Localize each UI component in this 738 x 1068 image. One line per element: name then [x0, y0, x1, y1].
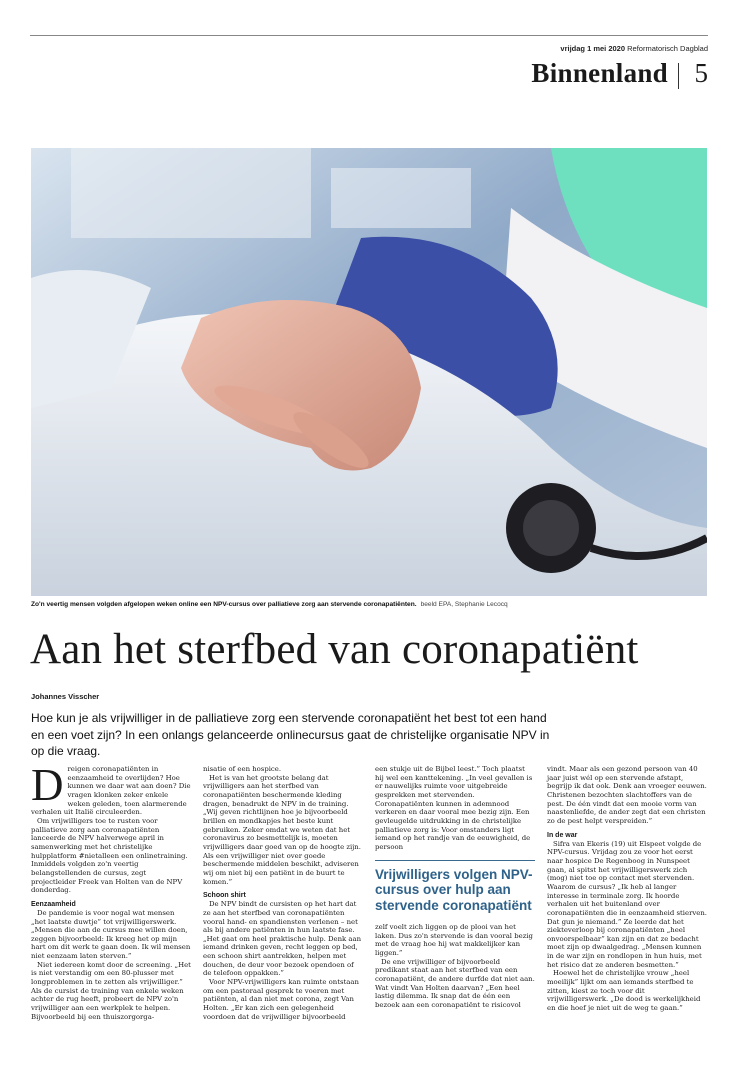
section-title: Binnenland — [531, 58, 668, 88]
subheading: In de war — [547, 831, 578, 839]
article-column-2 — [203, 765, 363, 1021]
paragraph: nisatie of een hospice. — [203, 765, 282, 773]
article-intro: Hoe kun je als vrijwilliger in de palliatieve zorg een stervende coronapatiënt het best tot een hand en een voet zijn? In een onlangs gelanceerde onlinecursus gaat de christelijke organisatie NPV in op die vraag. — [31, 711, 550, 758]
paragraph: De NPV bindt de cursisten op het hart dat ze aan het sterfbed van coronapatiënten vooral hand- en spandiensten verlenen – net als bij andere patiënten in hun laatste fase. „Het gaat om heel praktische hulp. Denk aan iemand drinken geven, recht leggen op bed, een schoon shirt aantrekken, helpen met douchen, de deur voor bezoek opendoen of de telefoon oppakken.” — [203, 900, 362, 978]
paragraph: De ene vrijwilliger of bijvoorbeeld predikant staat aan het sterfbed van een coronapatiënt, de andere durfde dat niet aan. Wat vindt Van Holten daarvan? „Een heel lastig dilemma. Ik snap dat de één een bezoek aan een coronapatiënt te risicovol — [375, 957, 535, 1009]
article-column-1 — [31, 760, 191, 1021]
page-number: 5 — [694, 58, 708, 88]
paragraph: Sifra van Ekeris (19) uit Elspeet volgde de NPV-cursus. Vrijdag zou ze voor het eerst naar hospice De Regenboog in Nunspeet gaan, al spitst het vrijwilligerswerk zich (mog) niet toe op contact met stervenden. Waarom de cursus? „Ik heb al langer interesse in terminale zorg. Ik hoorde verhalen uit het buitenland over coronapatiënten die in eenzaamheid stierven. Dat gun je niemand.” Ze leerde dat het ziekteverloop bij coronapatiënten „heel onvoorspelbaar” kan zijn en dat ze bedacht moet zijn op dwaalgedrag. „Mensen kunnen in de war zijn en rondlopen in hun huis, met het risico dat ze anderen besmetten.” — [547, 839, 707, 969]
paragraph: De pandemie is voor nogal wat mensen „het laatste duwtje” tot vrijwilligerswerk. „Mensen die aan de cursus mee willen doen, zeggen bijvoorbeeld: Ik kreeg het op mijn hart om dit werk te gaan doen. Ik wil mensen niet eenzaam laten sterven.” — [31, 908, 191, 961]
article-column-4 — [547, 765, 707, 1013]
dateline — [560, 44, 708, 53]
paragraph: een stukje uit de Bijbel leest.” Toch plaatst hij wel een kanttekening. „In veel gevallen is er nauwelijks ruimte voor uitgebreide gesprekken met stervenden. Coronapatiënten kunnen in ademnood verkeren en daar vooral mee bezig zijn. Een gevleugelde uitdrukking in de christelijke palliatieve zorg is: Voor omstanders ligt iemand op het randje van de eeuwigheid, de persoon — [375, 765, 533, 851]
drop-cap: D — [31, 760, 64, 810]
paragraph: zelf voelt zich liggen op de plooi van het laken. Dus zo'n stervende is dan vooral bezig met de vraag hoe hij wat makkelijker kan liggen.” — [375, 923, 533, 958]
subheading: Eenzaamheid — [31, 900, 76, 908]
headline: Aan het sterfbed van coronapatiënt — [30, 626, 639, 673]
paragraph: Hoewel het de christelijke vrouw „heel moeilijk” lijkt om aan iemands sterfbed te zitten, kiest ze toch voor dit vrijwilligerswerk. „De dood is werkelijkheid en die hoef je niet uit de weg te gaan.” — [547, 969, 701, 1013]
issue-date: vrijdag 1 mei 2020 — [560, 44, 626, 53]
section-divider — [678, 63, 679, 89]
article-photo — [31, 148, 707, 596]
pull-quote: Vrijwilligers volgen NPV-cursus over hulp aan stervende coronapatiënt — [375, 860, 535, 914]
subheading: Schoon shirt — [203, 892, 246, 900]
header-rule — [30, 35, 708, 36]
paragraph: Niet iedereen komt door de screening. „Het is niet verstandig om een 80-plusser met longproblemen in te zetten als vrijwilliger.” Als de cursist de training van enkele weken achter de rug heeft, probeert de NPV zo'n vrijwilliger aan een werkplek te helpen. Bijvoorbeeld bij een thuiszorgorga- — [31, 960, 191, 1021]
newspaper-name: Reformatorisch Dagblad — [627, 44, 708, 53]
article-column-3 — [375, 765, 535, 1010]
caption-text: Zo'n veertig mensen volgden afgelopen weken online een NPV-cursus over palliatieve zorg aan stervende coronapatiënten. — [31, 601, 417, 608]
photo-illustration — [31, 148, 707, 596]
paragraph: vindt. Maar als een gezond persoon van 40 jaar juist wél op een stervende afstapt, begrijp ik dat ook. Denk aan vroeger eeuwen. Christenen bezochten slachtoffers van de pest. De één vindt dat een mooie vorm van naastenliefde, de ander zegt dat een christen zo de pest helpt verspreiden.” — [547, 765, 707, 825]
paragraph: Het is van het grootste belang dat vrijwilligers aan het sterfbed van coronapatiënten beschermende kleding dragen, benadrukt de NPV in de training. „Wij geven richtlijnen hoe je bijvoorbeeld brillen en mondkapjes het beste kunt gebruiken. Zeker omdat we weten dat het coronavirus zo besmettelijk is, moeten vrijwilligers daar goed van op de hoogte zijn. Als een vrijwilliger niet over goede beschermende middelen beschikt, adviseren wij om niet bij een patiënt in de buurt te komen.” — [203, 773, 361, 886]
photo-caption — [31, 601, 707, 608]
paragraph: Om vrijwilligers toe te rusten voor palliatieve zorg aan coronapatiënten lanceerde de NPV halverwege april in samenwerking met het christelijke hulpplatform #nietalleen een onlinetraining. Inmiddels volgden zo'n veertig belangstellenden de cursus, zegt projectleider Freek van Holten van de NPV donderdag. — [31, 816, 188, 895]
paragraph: Voor NPV-vrijwilligers kan ruimte ontstaan om een pastoraal gesprek te voeren met patiënten, al dan niet met corona, zegt Van Holten. „Er kan zich een gelegenheid voordoen dat de vrijwilliger bijvoorbeeld — [203, 978, 359, 1021]
byline: Johannes Visscher — [31, 692, 100, 701]
photo-credit: beeld EPA, Stephanie Lecocq — [420, 601, 508, 608]
paragraph: reigen coronapatiënten in eenzaamheid te overlijden? Hoe kunnen we daar wat aan doen? Die vragen klonken zeker enkele weken geleden, toen alarmerende verhalen uit Italië circuleerden. — [31, 765, 191, 817]
